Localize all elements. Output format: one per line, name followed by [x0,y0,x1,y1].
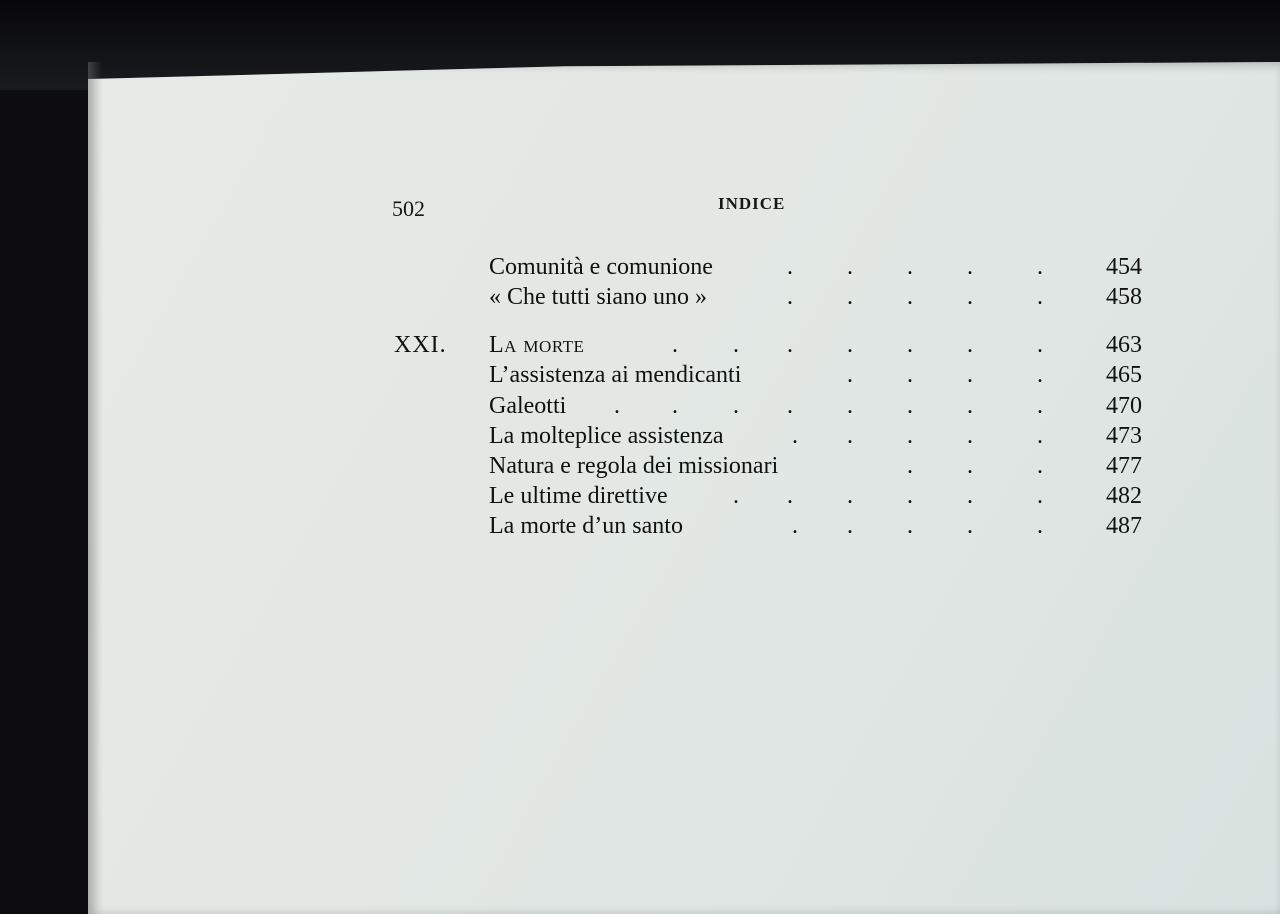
leader-dot: . [1037,483,1043,509]
leader-dot: . [1037,362,1043,388]
entry-page-number: 465 [1106,362,1142,388]
entry-title: Le ultime direttive [489,483,668,509]
entry-page-number: 473 [1106,423,1142,449]
running-header: INDICE [718,194,786,213]
entry-title: La morte d’un santo [489,513,683,539]
leader-dot: . [967,362,973,388]
leader-dot: . [847,362,853,388]
leader-dot: . [907,513,913,539]
leader-dot: . [787,332,793,358]
entry-page-number: 470 [1106,393,1142,419]
entry-title: Natura e regola dei missionari [489,453,779,479]
leader-dot: . [847,284,853,310]
entry-page-number: 463 [1106,332,1142,358]
leader-dot: . [967,332,973,358]
leader-dot: . [1037,513,1043,539]
toc-entry [0,362,1280,392]
leader-dot: . [847,254,853,280]
leader-dot: . [967,423,973,449]
leader-dot: . [614,393,620,419]
leader-dot: . [792,513,798,539]
leader-dot: . [1037,284,1043,310]
toc-entry [0,513,1280,543]
leader-dot: . [907,254,913,280]
toc-entry [0,393,1280,423]
leader-dot: . [787,393,793,419]
leader-dot: . [733,393,739,419]
leader-dot: . [787,254,793,280]
leader-dot: . [733,332,739,358]
page-number: 502 [392,196,425,221]
leader-dot: . [847,483,853,509]
leader-dot: . [907,393,913,419]
leader-dot: . [733,483,739,509]
leader-dot: . [847,332,853,358]
toc-entry [0,483,1280,513]
leader-dot: . [672,393,678,419]
leader-dot: . [787,483,793,509]
leader-dot: . [787,284,793,310]
leader-dot: . [1037,453,1043,479]
entry-page-number: 477 [1106,453,1142,479]
entry-title: La molteplice assistenza [489,423,724,449]
leader-dot: . [967,393,973,419]
entry-title: La morte [489,332,585,358]
entry-page-number: 487 [1106,513,1142,539]
entry-title: Galeotti [489,393,567,419]
leader-dot: . [967,513,973,539]
toc-entry [0,423,1280,453]
toc-entry [0,332,1280,362]
leader-dot: . [672,332,678,358]
leader-dot: . [967,254,973,280]
leader-dot: . [847,513,853,539]
leader-dot: . [847,393,853,419]
leader-dot: . [907,332,913,358]
leader-dot: . [907,483,913,509]
toc-entry [0,453,1280,483]
chapter-number: XXI. [394,332,447,358]
entry-page-number: 458 [1106,284,1142,310]
leader-dot: . [907,423,913,449]
leader-dot: . [1037,254,1043,280]
leader-dot: . [792,423,798,449]
leader-dot: . [847,423,853,449]
entry-title: Comunità e comunione [489,254,713,280]
leader-dot: . [1037,423,1043,449]
leader-dot: . [907,362,913,388]
toc-entry [0,254,1280,284]
leader-dot: . [1037,332,1043,358]
leader-dot: . [1037,393,1043,419]
leader-dot: . [907,453,913,479]
entry-title: L’assistenza ai mendicanti [489,362,742,388]
entry-page-number: 482 [1106,483,1142,509]
leader-dot: . [967,284,973,310]
toc-entry [0,284,1280,314]
leader-dot: . [907,284,913,310]
leader-dot: . [967,483,973,509]
entry-title: « Che tutti siano uno » [489,284,707,310]
entry-page-number: 454 [1106,254,1142,280]
leader-dot: . [967,453,973,479]
